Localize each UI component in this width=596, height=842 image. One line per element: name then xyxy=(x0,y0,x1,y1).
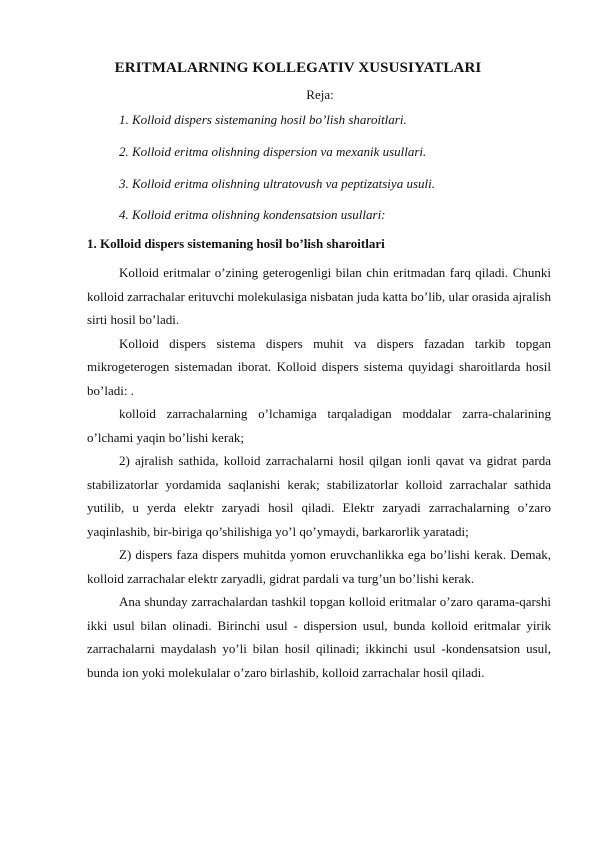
paragraph: 2) ajralish sathida, kolloid zarrachalarni hosil qilgan ionli qavat va gidrat parda stabilizatorlar yordamida saqlanishi kerak; stabilizatorlar kolloid zarrachalar sathida yutilib, u yerda elektr zaryadi hosil qiladi. Elektr zaryadi zarrachalarning o’zaro yaqinlashib, bir-biriga qo’shilishiga yo’l qo’ymaydi, barkarorlik yaratadi; xyxy=(87,453,551,539)
paragraph: Z) dispers faza dispers muhitda yomon eruvchanlikka ega bo’lishi kerak. Demak, kolloid zarrachalar elektr zaryadli, gidrat pardali va turg’un bo’lishi kerak. xyxy=(87,547,551,586)
body-text xyxy=(87,261,551,684)
plan-item: 4. Kolloid eritma olishning kondensatsion usullari: xyxy=(119,207,386,222)
paragraph: kolloid zarrachalarning o’lchamiga tarqaladigan moddalar zarra-chalarining o’lchami yaqin bo’lishi kerak; xyxy=(87,406,551,445)
section-heading: 1. Kolloid dispers sistemaning hosil bo’lish sharoitlari xyxy=(87,236,385,251)
paragraph: Kolloid eritmalar o’zining geterogenligi bilan chin eritmadan farq qiladi. Chunki kolloid zarrachalar erituvchi molekulasiga nisbatan juda katta bo’lib, ular orasida ajralish sirti hosil bo’ladi. xyxy=(87,265,551,327)
paragraph: Kolloid dispers sistema dispers muhit va dispers fazadan tarkib topgan mikrogeterogen sistemadan iborat. Kolloid dispers sistema quyidagi sharoitlarda hosil bo’ladi: . xyxy=(87,335,551,398)
plan-label: Reja: xyxy=(306,87,334,102)
document-title: ERITMALARNING KOLLEGATIV XUSUSIYATLARI xyxy=(114,60,482,76)
paragraph: Ana shunday zarrachalardan tashkil topgan kolloid eritmalar o’zaro qarama-qarshi ikki usul bilan olinadi. Birinchi usul - dispersion usul, bunda kolloid eritmalar yirik zarrachalarni maydalash yo’li bilan hosil qilinadi; ikkinchi usul -kondensatsion usul, bunda ion yoki molekulalar o’zaro birlashib, kolloid zarrachalar hosil qiladi. xyxy=(87,594,551,680)
plan-item: 3. Kolloid eritma olishning ultratovush va peptizatsiya usuli. xyxy=(119,176,435,191)
plan-item: 1. Kolloid dispers sistemaning hosil bo’lish sharoitlari. xyxy=(119,112,407,127)
plan-item: 2. Kolloid eritma olishning dispersion va mexanik usullari. xyxy=(119,144,427,159)
